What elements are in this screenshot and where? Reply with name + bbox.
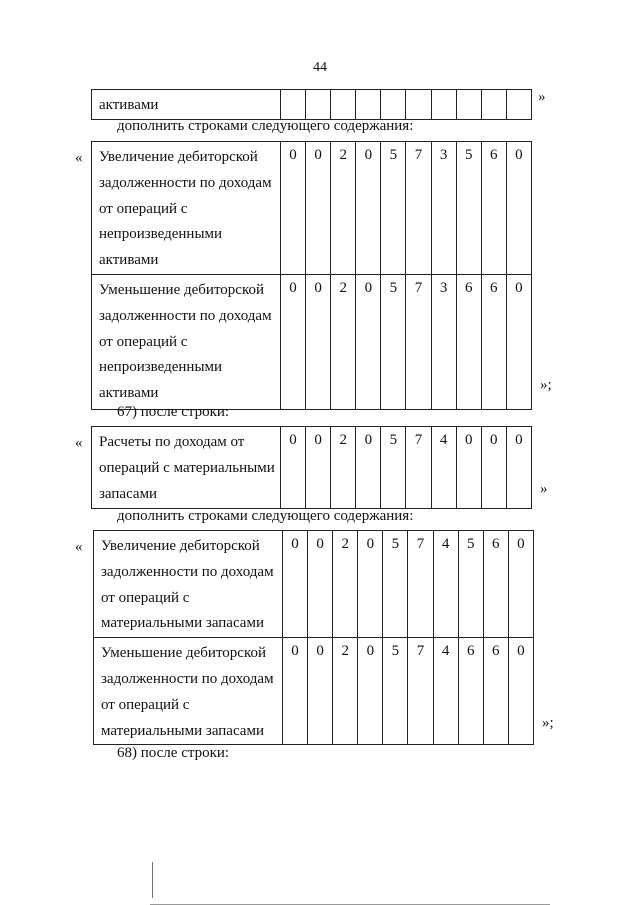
code-digit-cell: 0: [508, 638, 533, 745]
code-digit-cell: 7: [406, 427, 431, 509]
code-digit-cell: 3: [431, 274, 456, 409]
code-digit-cell: 6: [481, 142, 506, 275]
code-digit-cell: 7: [408, 531, 433, 638]
code-digit-cell: 0: [283, 531, 308, 638]
close-quote-semicolon: »;: [542, 715, 554, 731]
code-digit-cell: 0: [281, 274, 306, 409]
code-digit-cell: 2: [331, 142, 356, 275]
code-digit-cell: [406, 90, 431, 120]
code-digit-cell: 7: [406, 274, 431, 409]
table-block-c: [93, 530, 534, 745]
instruction-text: дополнить строками следующего содержания:: [117, 118, 414, 134]
code-digit-cell: 0: [306, 274, 331, 409]
open-quote: «: [75, 150, 83, 166]
code-digit-cell: 0: [481, 427, 506, 509]
code-digit-cell: 5: [381, 142, 406, 275]
code-digit-cell: [306, 90, 331, 120]
code-digit-cell: 0: [283, 638, 308, 745]
code-digit-cell: 6: [458, 638, 483, 745]
close-quote-semicolon: »;: [540, 377, 552, 393]
code-digit-cell: 7: [408, 638, 433, 745]
code-digit-cell: 4: [431, 427, 456, 509]
table-block-b: [91, 426, 532, 509]
open-quote: «: [75, 539, 83, 555]
code-digit-cell: [506, 90, 531, 120]
row-label: Расчеты по доходам от операций с материальными запасами: [92, 427, 281, 509]
code-digit-cell: 0: [356, 142, 381, 275]
code-digit-cell: 6: [456, 274, 481, 409]
code-digit-cell: 6: [483, 638, 508, 745]
close-quote: »: [540, 481, 548, 497]
code-digit-cell: 5: [456, 142, 481, 275]
code-digit-cell: 0: [281, 427, 306, 509]
table-row: [92, 90, 532, 120]
code-digit-cell: 6: [481, 274, 506, 409]
code-digit-cell: 0: [506, 427, 531, 509]
table-row: [94, 638, 534, 745]
code-digit-cell: 5: [383, 531, 408, 638]
code-digit-cell: 0: [308, 531, 333, 638]
row-label: Увеличение дебиторской задолженности по доходам от операций с материальными запасами: [94, 531, 283, 638]
code-digit-cell: 5: [381, 427, 406, 509]
code-digit-cell: 0: [356, 427, 381, 509]
table-row: [92, 142, 532, 275]
code-digit-cell: [356, 90, 381, 120]
code-digit-cell: 5: [381, 274, 406, 409]
row-label: активами: [92, 90, 281, 120]
open-quote: «: [75, 435, 83, 451]
code-digit-cell: 0: [356, 274, 381, 409]
close-quote: »: [538, 89, 546, 105]
table-top-row: [91, 89, 532, 120]
row-label: Увеличение дебиторской задолженности по доходам от операций с непроизведенными активами: [92, 142, 281, 275]
code-digit-cell: 0: [508, 531, 533, 638]
code-digit-cell: 2: [333, 638, 358, 745]
code-digit-cell: [331, 90, 356, 120]
code-digit-cell: 0: [506, 142, 531, 275]
code-digit-cell: 0: [456, 427, 481, 509]
code-digit-cell: 2: [333, 531, 358, 638]
code-digit-cell: 2: [331, 427, 356, 509]
code-digit-cell: 0: [308, 638, 333, 745]
code-digit-cell: [431, 90, 456, 120]
code-digit-cell: [481, 90, 506, 120]
table-row: [94, 531, 534, 638]
page-number: 44: [313, 60, 327, 75]
code-digit-cell: 2: [331, 274, 356, 409]
code-digit-cell: [381, 90, 406, 120]
code-digit-cell: 4: [433, 531, 458, 638]
code-digit-cell: 6: [483, 531, 508, 638]
code-digit-cell: [456, 90, 481, 120]
code-digit-cell: 0: [306, 142, 331, 275]
code-digit-cell: 5: [383, 638, 408, 745]
table-row: [92, 274, 532, 409]
instruction-text: дополнить строками следующего содержания:: [117, 508, 414, 524]
code-digit-cell: 7: [406, 142, 431, 275]
item-68-text: 68) после строки:: [117, 745, 230, 761]
table-row: [92, 427, 532, 509]
code-digit-cell: 0: [358, 638, 383, 745]
code-digit-cell: 0: [358, 531, 383, 638]
scan-artifact-line: [152, 862, 153, 898]
row-label: Уменьшение дебиторской задолженности по доходам от операций с материальными запасами: [94, 638, 283, 745]
code-digit-cell: 5: [458, 531, 483, 638]
code-digit-cell: 3: [431, 142, 456, 275]
code-digit-cell: 0: [281, 142, 306, 275]
code-digit-cell: [281, 90, 306, 120]
code-digit-cell: 0: [306, 427, 331, 509]
row-label: Уменьшение дебиторской задолженности по доходам от операций с непроизведенными активами: [92, 274, 281, 409]
item-67-text: 67) после строки:: [117, 404, 230, 420]
code-digit-cell: 4: [433, 638, 458, 745]
table-block-a: [91, 141, 532, 410]
code-digit-cell: 0: [506, 274, 531, 409]
